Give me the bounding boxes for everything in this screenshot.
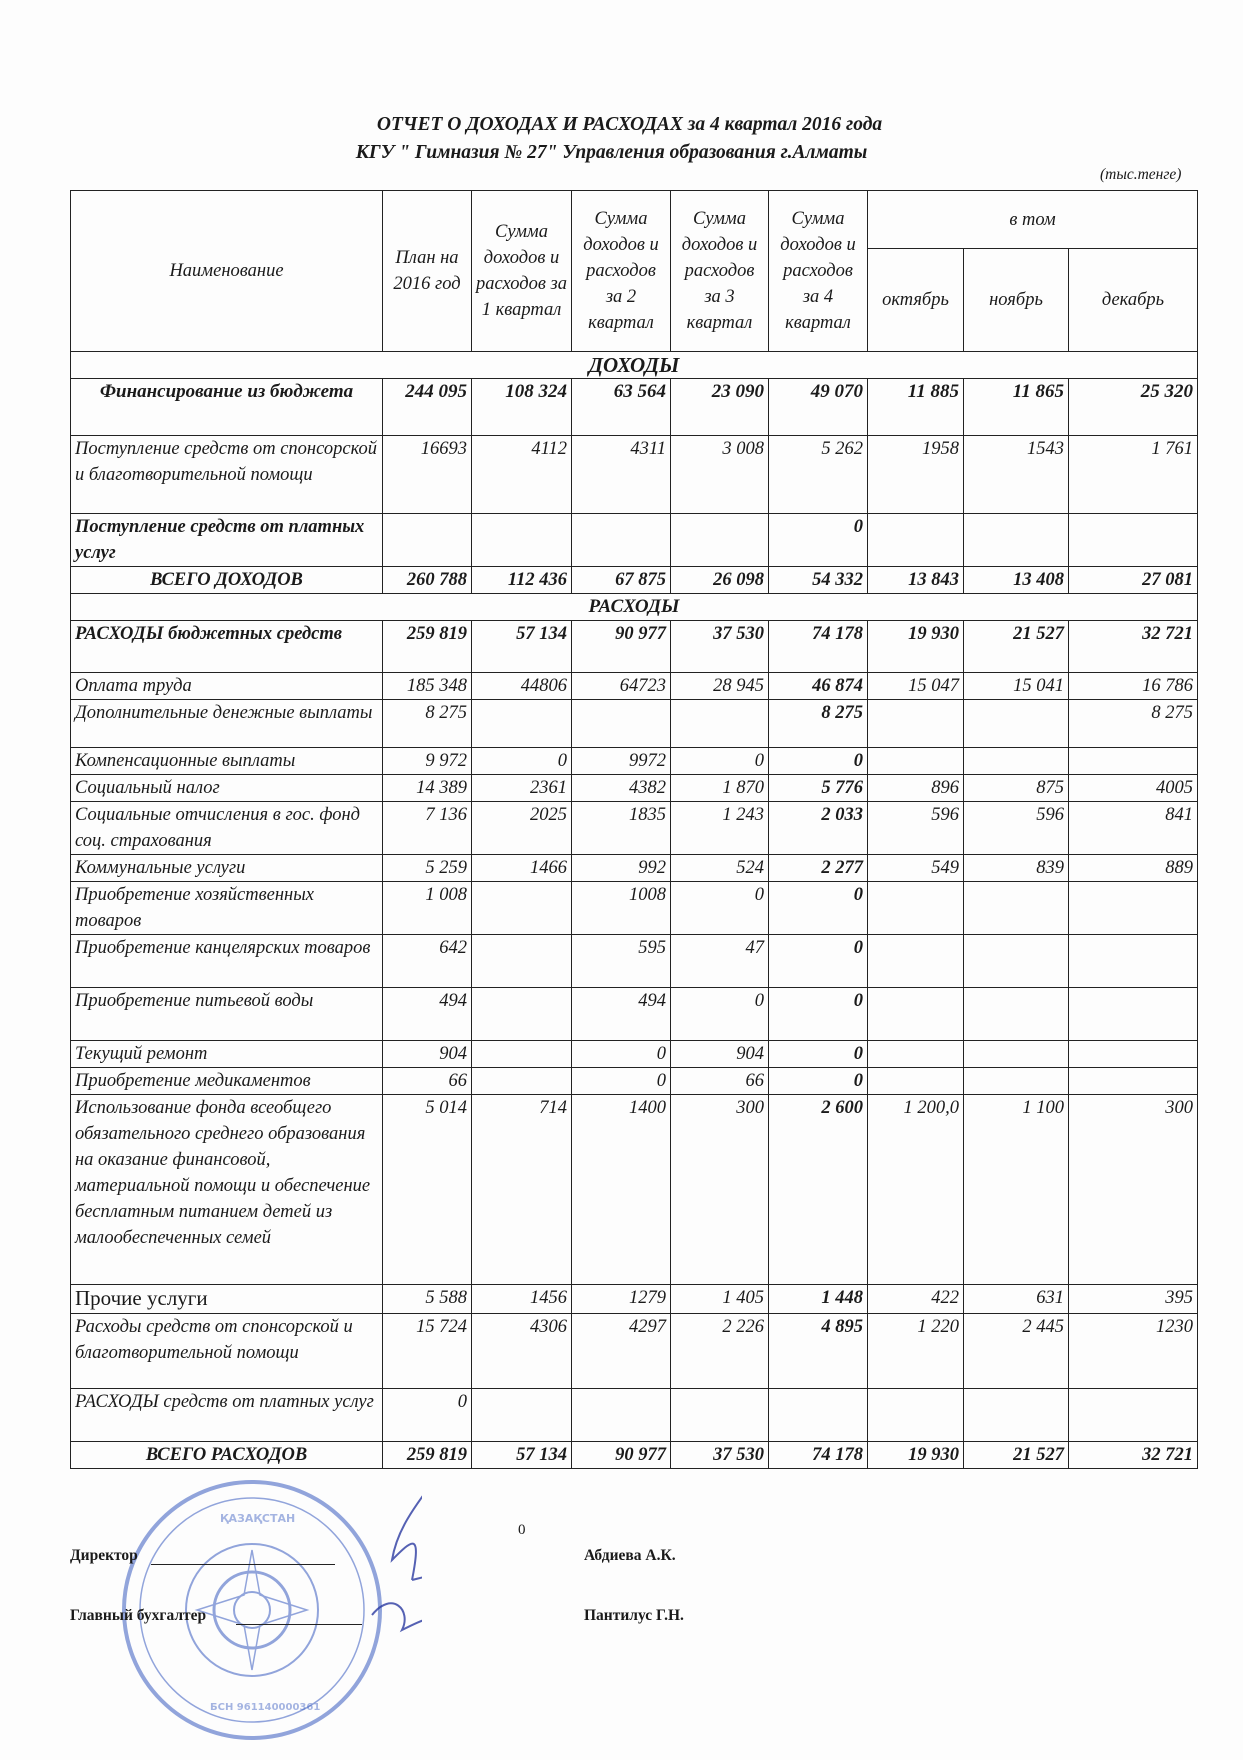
col-q1-header: Сумма доходов и расходов за 1 квартал	[472, 191, 572, 352]
expense-row	[71, 1095, 1198, 1285]
accountant-name: Пантилус Г.Н.	[584, 1607, 684, 1624]
value-cell: 7 136	[383, 802, 472, 855]
col-dec-header: декабрь	[1069, 249, 1198, 352]
row-label: Поступление средств от спонсорской и благотворительной помощи	[71, 436, 383, 514]
value-cell	[964, 1041, 1069, 1068]
value-cell: 37 530	[671, 621, 769, 673]
expense-row	[71, 621, 1198, 673]
value-cell	[964, 988, 1069, 1041]
value-cell: 74 178	[769, 621, 868, 673]
value-cell: 15 041	[964, 673, 1069, 700]
value-cell: 0	[769, 882, 868, 935]
value-cell: 260 788	[383, 567, 472, 594]
footer-zero: 0	[518, 1522, 526, 1538]
value-cell	[964, 748, 1069, 775]
value-cell	[868, 748, 964, 775]
value-cell: 54 332	[769, 567, 868, 594]
col-nov-header: ноябрь	[964, 249, 1069, 352]
value-cell: 14 389	[383, 775, 472, 802]
value-cell: 839	[964, 855, 1069, 882]
value-cell: 494	[383, 988, 472, 1041]
value-cell: 524	[671, 855, 769, 882]
value-cell	[383, 514, 472, 567]
value-cell: 74 178	[769, 1442, 868, 1469]
value-cell	[472, 1389, 572, 1442]
value-cell	[868, 882, 964, 935]
expense-row	[71, 1068, 1198, 1095]
value-cell: 300	[671, 1095, 769, 1285]
value-cell: 19 930	[868, 621, 964, 673]
value-cell: 9972	[572, 748, 671, 775]
value-cell: 11 885	[868, 379, 964, 436]
value-cell: 395	[1069, 1285, 1198, 1314]
value-cell	[868, 514, 964, 567]
value-cell: 16 786	[1069, 673, 1198, 700]
value-cell	[572, 700, 671, 748]
value-cell: 0	[769, 1041, 868, 1068]
col-plan-header: План на 2016 год	[383, 191, 472, 352]
value-cell: 37 530	[671, 1442, 769, 1469]
income-sponsor-row	[71, 436, 1198, 514]
value-cell: 1958	[868, 436, 964, 514]
value-cell: 549	[868, 855, 964, 882]
value-cell	[964, 1389, 1069, 1442]
value-cell: 49 070	[769, 379, 868, 436]
row-label: Дополнительные денежные выплаты	[71, 700, 383, 748]
value-cell: 23 090	[671, 379, 769, 436]
income-budget-row	[71, 379, 1198, 436]
value-cell: 2 445	[964, 1314, 1069, 1389]
row-label: Приобретение медикаментов	[71, 1068, 383, 1095]
expense-row	[71, 855, 1198, 882]
value-cell	[964, 700, 1069, 748]
value-cell: 1466	[472, 855, 572, 882]
value-cell: 57 134	[472, 1442, 572, 1469]
value-cell: 13 408	[964, 567, 1069, 594]
value-cell: 8 275	[769, 700, 868, 748]
report-subtitle: КГУ " Гимназия № 27" Управления образования г.Алматы	[355, 142, 868, 163]
value-cell: 185 348	[383, 673, 472, 700]
value-cell: 44806	[472, 673, 572, 700]
report-title: ОТЧЕТ О ДОХОДАХ И РАСХОДАХ за 4 квартал 2016 года	[376, 114, 883, 135]
value-cell	[868, 1068, 964, 1095]
expense-row	[71, 700, 1198, 748]
value-cell: 25 320	[1069, 379, 1198, 436]
value-cell: 259 819	[383, 1442, 472, 1469]
value-cell: 66	[383, 1068, 472, 1095]
value-cell: 2 033	[769, 802, 868, 855]
value-cell	[572, 1389, 671, 1442]
value-cell: 57 134	[472, 621, 572, 673]
value-cell	[868, 700, 964, 748]
value-cell: 1 448	[769, 1285, 868, 1314]
value-cell: 2 226	[671, 1314, 769, 1389]
value-cell: 714	[472, 1095, 572, 1285]
value-cell: 596	[964, 802, 1069, 855]
value-cell: 4297	[572, 1314, 671, 1389]
accountant-label: Главный бухгалтер	[70, 1607, 207, 1624]
value-cell: 1 405	[671, 1285, 769, 1314]
svg-text:ҚАЗАҚСТАН: ҚАЗАҚСТАН	[220, 1512, 296, 1525]
value-cell: 0	[572, 1068, 671, 1095]
value-cell: 0	[769, 748, 868, 775]
accountant-signature-line	[236, 1624, 362, 1625]
value-cell	[671, 514, 769, 567]
value-cell: 1 220	[868, 1314, 964, 1389]
value-cell: 841	[1069, 802, 1198, 855]
value-cell: 1279	[572, 1285, 671, 1314]
value-cell: 1456	[472, 1285, 572, 1314]
report-table	[70, 190, 1198, 1469]
value-cell: 1 761	[1069, 436, 1198, 514]
value-cell: 0	[472, 748, 572, 775]
row-label: Оплата труда	[71, 673, 383, 700]
value-cell: 2 600	[769, 1095, 868, 1285]
value-cell: 0	[671, 988, 769, 1041]
value-cell	[964, 1068, 1069, 1095]
value-cell	[964, 882, 1069, 935]
value-cell: 3 008	[671, 436, 769, 514]
value-cell: 0	[671, 748, 769, 775]
expense-row	[71, 882, 1198, 935]
value-cell: 4 895	[769, 1314, 868, 1389]
value-cell: 112 436	[472, 567, 572, 594]
value-cell: 5 588	[383, 1285, 472, 1314]
row-label: Приобретение хозяйственных товаров	[71, 882, 383, 935]
value-cell	[1069, 1389, 1198, 1442]
value-cell: 15 047	[868, 673, 964, 700]
value-cell: 46 874	[769, 673, 868, 700]
value-cell	[472, 988, 572, 1041]
value-cell: 8 275	[1069, 700, 1198, 748]
expense-row	[71, 1041, 1198, 1068]
row-label: Расходы средств от спонсорской и благотворительной помощи	[71, 1314, 383, 1389]
income-section-label: ДОХОДЫ	[71, 352, 1198, 379]
value-cell: 0	[769, 988, 868, 1041]
director-signature-line	[151, 1564, 335, 1565]
expense-row	[71, 775, 1198, 802]
value-cell	[472, 882, 572, 935]
col-oct-header: октябрь	[868, 249, 964, 352]
value-cell: 5 014	[383, 1095, 472, 1285]
value-cell	[472, 1068, 572, 1095]
expense-row	[71, 1314, 1198, 1389]
value-cell: 21 527	[964, 1442, 1069, 1469]
value-cell: 16693	[383, 436, 472, 514]
value-cell: 108 324	[472, 379, 572, 436]
value-cell: 631	[964, 1285, 1069, 1314]
value-cell: 32 721	[1069, 621, 1198, 673]
value-cell: 4005	[1069, 775, 1198, 802]
value-cell: 2361	[472, 775, 572, 802]
row-label: Социальные отчисления в гос. фонд соц. страхования	[71, 802, 383, 855]
value-cell: 1835	[572, 802, 671, 855]
value-cell	[472, 700, 572, 748]
value-cell: 8 275	[383, 700, 472, 748]
row-label: ВСЕГО РАСХОДОВ	[71, 1442, 383, 1469]
value-cell: 259 819	[383, 621, 472, 673]
value-cell	[868, 988, 964, 1041]
value-cell: 2025	[472, 802, 572, 855]
value-cell	[1069, 1068, 1198, 1095]
value-cell: 595	[572, 935, 671, 988]
value-cell: 11 865	[964, 379, 1069, 436]
value-cell: 642	[383, 935, 472, 988]
value-cell: 1008	[572, 882, 671, 935]
value-cell	[1069, 514, 1198, 567]
value-cell: 15 724	[383, 1314, 472, 1389]
value-cell: 21 527	[964, 621, 1069, 673]
value-cell: 422	[868, 1285, 964, 1314]
value-cell: 67 875	[572, 567, 671, 594]
expense-row	[71, 1389, 1198, 1442]
value-cell	[1069, 882, 1198, 935]
value-cell: 27 081	[1069, 567, 1198, 594]
value-cell	[868, 935, 964, 988]
value-cell: 1 870	[671, 775, 769, 802]
value-cell: 90 977	[572, 621, 671, 673]
expense-row	[71, 988, 1198, 1041]
value-cell: 1 008	[383, 882, 472, 935]
row-label: Текущий ремонт	[71, 1041, 383, 1068]
value-cell	[572, 514, 671, 567]
value-cell: 4382	[572, 775, 671, 802]
value-cell: 0	[769, 935, 868, 988]
value-cell: 2 277	[769, 855, 868, 882]
value-cell: 992	[572, 855, 671, 882]
value-cell: 1400	[572, 1095, 671, 1285]
value-cell: 19 930	[868, 1442, 964, 1469]
value-cell: 1543	[964, 436, 1069, 514]
value-cell	[671, 700, 769, 748]
expense-row	[71, 935, 1198, 988]
value-cell	[1069, 935, 1198, 988]
value-cell: 1 100	[964, 1095, 1069, 1285]
income-section-row	[71, 352, 1198, 379]
value-cell: 0	[671, 882, 769, 935]
row-label: Поступление средств от платных услуг	[71, 514, 383, 567]
value-cell: 1 243	[671, 802, 769, 855]
value-cell: 5 262	[769, 436, 868, 514]
expense-row	[71, 673, 1198, 700]
value-cell: 47	[671, 935, 769, 988]
value-cell: 64723	[572, 673, 671, 700]
value-cell	[472, 1041, 572, 1068]
value-cell: 4306	[472, 1314, 572, 1389]
value-cell	[671, 1389, 769, 1442]
director-label: Директор	[70, 1547, 138, 1564]
col-q3-header: Сумма доходов и расходов за 3 квартал	[671, 191, 769, 352]
col-group-header: в том	[868, 191, 1198, 249]
value-cell: 896	[868, 775, 964, 802]
col-name-header: Наименование	[71, 191, 383, 352]
value-cell: 13 843	[868, 567, 964, 594]
row-label: Приобретение канцелярских товаров	[71, 935, 383, 988]
stamp-bin: БСН 961140000361	[210, 1702, 321, 1713]
income-paid-row	[71, 514, 1198, 567]
row-label: Приобретение питьевой воды	[71, 988, 383, 1041]
value-cell	[868, 1041, 964, 1068]
value-cell: 5 776	[769, 775, 868, 802]
director-name: Абдиева А.К.	[584, 1547, 676, 1564]
value-cell	[472, 514, 572, 567]
value-cell: 9 972	[383, 748, 472, 775]
expense-row	[71, 802, 1198, 855]
value-cell: 66	[671, 1068, 769, 1095]
row-label: Финансирование из бюджета	[71, 379, 383, 436]
value-cell	[1069, 988, 1198, 1041]
row-label: РАСХОДЫ бюджетных средств	[71, 621, 383, 673]
value-cell: 889	[1069, 855, 1198, 882]
value-cell	[964, 514, 1069, 567]
value-cell: 875	[964, 775, 1069, 802]
value-cell: 300	[1069, 1095, 1198, 1285]
value-cell: 4311	[572, 436, 671, 514]
value-cell: 244 095	[383, 379, 472, 436]
value-cell: 0	[383, 1389, 472, 1442]
income-total-row	[71, 567, 1198, 594]
row-label: РАСХОДЫ средств от платных услуг	[71, 1389, 383, 1442]
value-cell: 0	[572, 1041, 671, 1068]
row-label: Коммунальные услуги	[71, 855, 383, 882]
value-cell: 32 721	[1069, 1442, 1198, 1469]
value-cell: 63 564	[572, 379, 671, 436]
expense-row	[71, 1285, 1198, 1314]
value-cell: 28 945	[671, 673, 769, 700]
value-cell: 4112	[472, 436, 572, 514]
value-cell	[769, 1389, 868, 1442]
unit-label: (тыс.тенге)	[1100, 166, 1182, 183]
value-cell	[1069, 1041, 1198, 1068]
expenses-section-row	[71, 594, 1198, 621]
expenses-section-label: РАСХОДЫ	[71, 594, 1198, 621]
row-label: Использование фонда всеобщего обязательного среднего образования на оказание финансовой, материальной помощи и обеспечение бесплатным питанием детей из малообеспеченных семей	[71, 1095, 383, 1285]
value-cell	[1069, 748, 1198, 775]
value-cell	[964, 935, 1069, 988]
row-label: Компенсационные выплаты	[71, 748, 383, 775]
value-cell: 1230	[1069, 1314, 1198, 1389]
value-cell: 5 259	[383, 855, 472, 882]
value-cell: 494	[572, 988, 671, 1041]
value-cell: 0	[769, 514, 868, 567]
value-cell: 0	[769, 1068, 868, 1095]
row-label: Прочие услуги	[71, 1285, 383, 1314]
col-q2-header: Сумма доходов и расходов за 2 квартал	[572, 191, 671, 352]
value-cell: 1 200,0	[868, 1095, 964, 1285]
value-cell: 90 977	[572, 1442, 671, 1469]
value-cell	[472, 935, 572, 988]
value-cell: 596	[868, 802, 964, 855]
row-label: Социальный налог	[71, 775, 383, 802]
expense-row	[71, 748, 1198, 775]
value-cell	[868, 1389, 964, 1442]
col-q4-header: Сумма доходов и расходов за 4 квартал	[769, 191, 868, 352]
value-cell: 26 098	[671, 567, 769, 594]
value-cell: 904	[383, 1041, 472, 1068]
row-label: ВСЕГО ДОХОДОВ	[71, 567, 383, 594]
expenses-total-row	[71, 1442, 1198, 1469]
value-cell: 904	[671, 1041, 769, 1068]
